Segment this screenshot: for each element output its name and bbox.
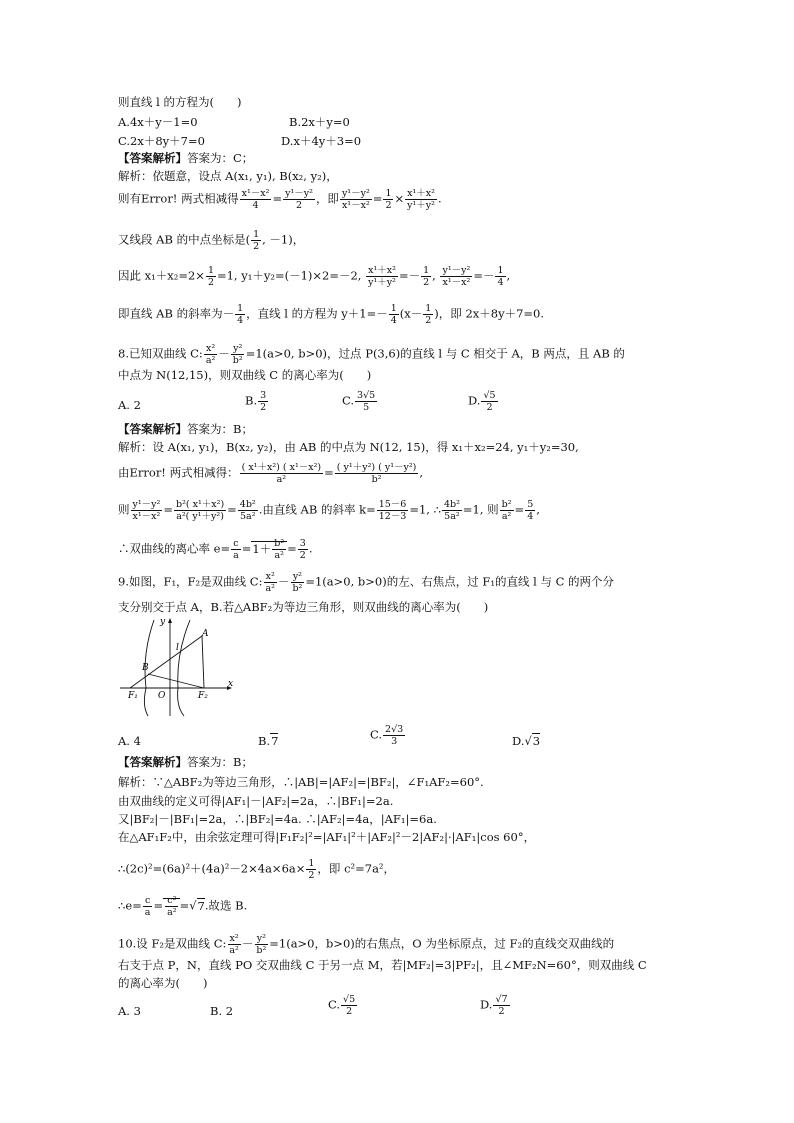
answer-tag: 【答案解析】 bbox=[118, 151, 187, 165]
q10-option-c: C. $\frac{√5}{2}$ bbox=[328, 994, 356, 1017]
answer-tag: 【答案解析】 bbox=[118, 422, 187, 436]
q7-answer-line bbox=[118, 151, 253, 165]
q7-solution-1: 解析：依题意，设点 A(x₁, y₁), B(x₂, y₂)， bbox=[118, 169, 338, 183]
q9-answer-line bbox=[118, 755, 253, 769]
q8-option-b: B. $\frac{3}{2}$ bbox=[245, 390, 267, 413]
q8-solution-4: ∴双曲线的离心率 e= $\frac{c}{a}$ =1＋ $\frac{\text{b²}}{\text{a²}}$ = $\frac{3}{2}$ . bbox=[118, 538, 313, 561]
q7-option-d: D.x＋4y＋3=0 bbox=[281, 134, 362, 148]
q7-option-c: C.2x＋8y＋7=0 bbox=[118, 134, 205, 148]
answer-tag: 【答案解析】 bbox=[118, 755, 187, 769]
q8-option-d: D. $\frac{√5}{2}$ bbox=[468, 390, 496, 413]
q10-stem-2: 右支于点 P，N，直线 PO 交双曲线 C 于另一点 M，若|MF₂|=3|PF₂|，且∠MF₂N=60°，则双曲线 C bbox=[118, 958, 647, 972]
q9-solution-6: ∴e= $\frac{c}{a}$ = $\frac{\text{c²}}{\text{a²}}$ =√7.故选 B. bbox=[118, 895, 248, 918]
q8-option-c: C. $\frac{3√5}{5}$ bbox=[342, 390, 376, 413]
q8-option-a: A. 2 bbox=[118, 398, 141, 412]
q7-option-b: B.2x＋y=0 bbox=[289, 115, 350, 129]
q7-solution-4: 因此 x₁＋x₂=2× $\frac{1}{2}$ =1, y₁＋y₂=(－1)×2=－2, $\frac{\text{x¹＋x²}}{\text{y¹＋y²}}$ =－ $\frac{1}{2}$ , $\frac{\text{y¹－y²}}{\text{x¹－x²}}$ =－ $\frac{1}{4}$ , bbox=[118, 265, 511, 288]
q10-option-d: D. $\frac{√7}{2}$ bbox=[480, 994, 508, 1017]
right-branch bbox=[178, 620, 190, 716]
q9-solution-3: 又|BF₂|－|BF₁|=2a，∴|BF₂|=4a. ∴|AF₂|=4a，|AF₁|=6a. bbox=[118, 812, 437, 826]
label-f2: F₂ bbox=[198, 691, 208, 701]
q7-solution-2: 则有Error! 两式相减得 $\frac{\text{x¹－x²}}{4}$ = $\frac{\text{y¹－y²}}{2}$ ，即 $\frac{\text{y¹－y²}}{\text{x¹－x²}}$ = $\frac{1}{2}$ × $\frac{\text{x¹＋x²}}{\text{y¹＋y²}}$ . bbox=[118, 188, 442, 211]
q10-option-a: A. 3 bbox=[118, 1004, 141, 1018]
label-f1: F₁ bbox=[128, 691, 138, 701]
y-axis-arrow bbox=[168, 618, 172, 623]
q9-solution-2: 由双曲线的定义可得|AF₁|－|AF₂|=2a，∴|BF₁|=2a. bbox=[118, 794, 394, 808]
q10-stem-1: 10.设 F₂是双曲线 C: $\frac{\text{x²}}{\text{a²}}$ － $\frac{\text{y²}}{\text{b²}}$ =1(a>0，b>0)的右焦点，O 为坐标原点，过 F₂的直线交双曲线的 bbox=[118, 933, 615, 956]
q8-answer-line bbox=[118, 422, 253, 436]
q8-solution-3: 则 $\frac{\text{y¹－y²}}{\text{x¹－x²}}$ = $\frac{\text{b²( x¹＋x²)}}{\text{a²( y¹＋y²)}}$ = $\frac{\text{4b²}}{\text{5a²}}$ .由直线 AB 的斜率 k= $\frac{15-6}{12-3}$ =1, ∴ $\frac{\text{4b²}}{\text{5a²}}$ =1, 则 $\frac{\text{b²}}{\text{a²}}$ = $\frac{5}{4}$ , bbox=[118, 499, 540, 522]
q7-option-a: A.4x＋y－1=0 bbox=[118, 115, 198, 129]
q9-option-b: B.7 bbox=[258, 734, 279, 748]
label-y: y bbox=[160, 617, 166, 627]
q7-stem: 则直线 l 的方程为( ) bbox=[118, 95, 242, 109]
q9-stem-2: 支分别交于点 A，B.若△ABF₂为等边三角形，则双曲线的离心率为( ) bbox=[118, 600, 489, 614]
answer-text: 答案为：B； bbox=[187, 422, 253, 436]
q9-option-a: A. 4 bbox=[118, 734, 141, 748]
q8-solution-2: 由Error! 两式相减得： $\frac{\text{( x¹＋x²) ( x¹－x²)}}{\text{a²}}$ = $\frac{\text{( y¹＋y²) ( y¹－y²)}}{\text{b²}}$ , bbox=[118, 462, 424, 485]
answer-text: 答案为：C； bbox=[187, 151, 254, 165]
side-af2 bbox=[202, 636, 204, 688]
q8-solution-1: 解析：设 A(x₁, y₁)，B(x₂, y₂)，由 AB 的中点为 N(12, 15)，得 x₁＋x₂=24, y₁＋y₂=30, bbox=[118, 440, 579, 454]
q8-stem-2: 中点为 N(12,15)，则双曲线 C 的离心率为( ) bbox=[118, 368, 372, 382]
label-o: O bbox=[158, 691, 166, 701]
label-l: l bbox=[176, 643, 179, 653]
q9-solution-1: 解析：∵△ABF₂为等边三角形，∴|AB|=|AF₂|=|BF₂|，∠F₁AF₂=60°. bbox=[118, 775, 484, 789]
side-bf2 bbox=[148, 674, 204, 688]
q7-solution-5: 即直线 AB 的斜率为－ $\frac{1}{4}$ ，直线 l 的方程为 y＋1=－ $\frac{1}{4}$ (x－ $\frac{1}{2}$ )，即 2x＋8y＋7=0. bbox=[118, 303, 544, 326]
q9-solution-5: ∴(2c)²=(6a)²＋(4a)²－2×4a×6a× $\frac{1}{2}$ ，即 c²=7a²， bbox=[118, 858, 396, 881]
line-l bbox=[130, 636, 202, 688]
q10-option-b: B. 2 bbox=[210, 1004, 234, 1018]
q7-solution-3: 又线段 AB 的中点坐标是( $\frac{1}{2}$ , －1)， bbox=[118, 229, 305, 252]
label-b: B bbox=[142, 663, 149, 673]
label-a: A bbox=[202, 629, 209, 639]
hyperbola-figure bbox=[118, 614, 238, 718]
q9-option-d: D.√3 bbox=[512, 734, 541, 748]
q9-solution-4: 在△AF₁F₂中，由余弦定理可得|F₁F₂|²=|AF₁|²＋|AF₂|²－2|AF₂|·|AF₁|cos 60°， bbox=[118, 830, 536, 844]
q10-stem-3: 的离心率为( ) bbox=[118, 976, 208, 990]
answer-text: 答案为：B； bbox=[187, 755, 253, 769]
q9-stem-1: 9.如图，F₁，F₂是双曲线 C: $\frac{\text{x²}}{\text{a²}}$ － $\frac{\text{y²}}{\text{b²}}$ =1(a>0, b>0)的左、右焦点，过 F₁的直线 l 与 C 的两个分 bbox=[118, 571, 615, 594]
q8-stem-1: 8.已知双曲线 C: $\frac{\text{x²}}{\text{a²}}$ － $\frac{\text{y²}}{\text{b²}}$ =1(a>0, b>0)，过点 P(3,6)的直线 l 与 C 相交于 A，B 两点，且 AB 的 bbox=[118, 343, 625, 366]
q9-option-c: C. $\frac{2√3}{3}$ bbox=[370, 724, 404, 747]
label-x: x bbox=[228, 679, 234, 689]
